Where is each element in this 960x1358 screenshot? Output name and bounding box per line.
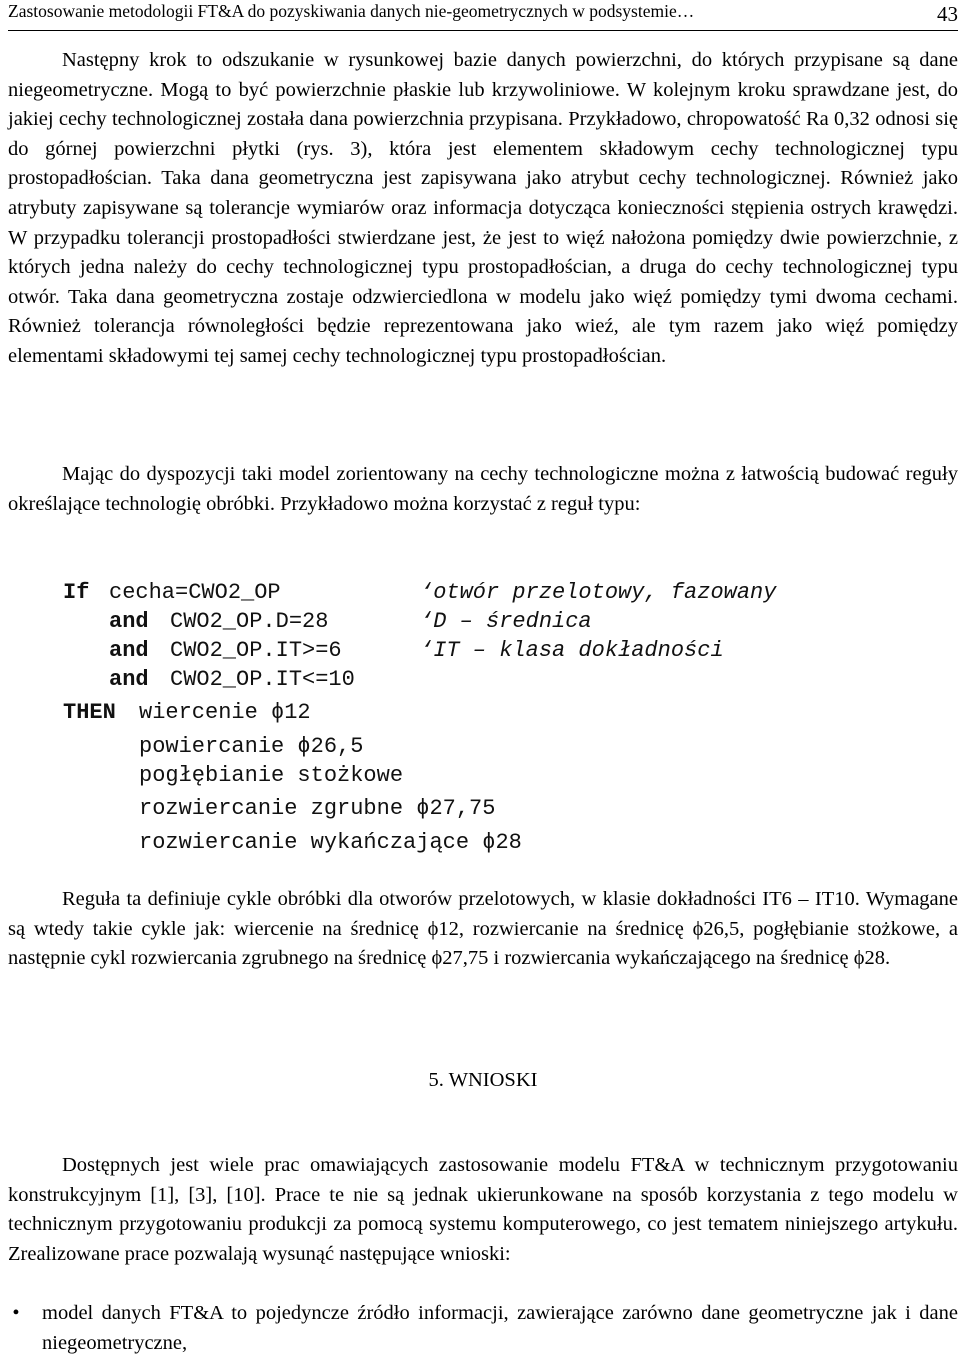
code-comment: ‘D – średnica xyxy=(420,609,592,634)
code-keyword-if: If xyxy=(63,580,90,605)
code-condition: cecha=CWO2_OP xyxy=(109,580,281,605)
code-action: pogłębianie stożkowe xyxy=(139,763,404,788)
code-action: rozwiercanie zgrubne ϕ27,75 xyxy=(139,796,496,821)
paragraph-block-3 xyxy=(8,885,958,974)
section-heading: 5. WNIOSKI xyxy=(428,1069,538,1091)
paragraph: Następny krok to odszukanie w rysunkowej bazie danych powierzchni, do których przypisane są dane niegeometryczne. Mogą to być powierzchnie płaskie lub krzywoliniowe. W kolejnym kroku sprawdzane jest, do jakiej cechy technologicznej została dana powierzchnia przypisana. Przykładowo, chropowatość Ra 0,32 odnosi się do górnej powierzchni płytki (rys. 3), która jest elementem składowym cechy technologicznej typu prostopadłościan. Taka dana geometryczna jest zapisywana jako atrybut cechy technologicznej. Również jako atrybuty zapisywane są tolerancje wymiarów oraz informacja dotycząca konieczności stępienia ostrych krawędzi. W przypadku tolerancji prostopadłości stwierdzane jest, że jest to więź nałożona pomiędzy dwie powierzchnie, z których jedna należy do cechy technologicznej typu prostopadłościan, a druga do cechy technologicznej typu otwór. Taka dana geometryczna zostaje odzwierciedlona w modelu jako więź pomiędzy tymi dwoma cechami. Również tolerancja równoległości będzie reprezentowana jako wieź, ale tym razem jako więź pomiędzy elementami składowymi tej samej cechy technologicznej typu prostopadłościan. xyxy=(8,49,958,367)
code-condition: CWO2_OP.D=28 xyxy=(170,609,329,634)
code-keyword-then: THEN xyxy=(63,700,116,725)
code-keyword-and: and xyxy=(109,667,149,692)
code-action: wiercenie ϕ12 xyxy=(139,700,311,725)
header-title: Zastosowanie metodologii FT&A do pozyskiwania danych nie-geometrycznych w podsystemie… xyxy=(8,1,695,21)
list-item-text: model danych FT&A to pojedyncze źródło informacji, zawierające zarówno dane geometryczne jak i dane niegeometryczne, xyxy=(42,1302,958,1354)
conclusions-list xyxy=(8,1299,958,1358)
running-header xyxy=(8,0,958,31)
code-condition: CWO2_OP.IT>=6 xyxy=(170,638,342,663)
paragraph: Mając do dyspozycji taki model zorientowany na cechy technologiczne można z łatwością budować reguły określające technologię obróbki. Przykładowo można korzystać z reguł typu: xyxy=(8,463,958,515)
paragraph-block-1 xyxy=(8,46,958,372)
paragraph-block-4 xyxy=(8,1151,958,1269)
code-keyword-and: and xyxy=(109,609,149,634)
list-item xyxy=(8,1299,958,1358)
paragraph-block-2 xyxy=(8,460,958,519)
code-comment: ‘IT – klasa dokładności xyxy=(420,638,724,663)
code-action: rozwiercanie wykańczające ϕ28 xyxy=(139,830,522,855)
code-keyword-and: and xyxy=(109,638,149,663)
page-number: 43 xyxy=(937,2,958,26)
bullet-icon: • xyxy=(12,1302,20,1324)
code-comment: ‘otwór przelotowy, fazowany xyxy=(420,580,777,605)
code-condition: CWO2_OP.IT<=10 xyxy=(170,667,355,692)
paragraph: Dostępnych jest wiele prac omawiających zastosowanie modelu FT&A w technicznym przygotowaniu konstrukcyjnym [1], [3], [10]. Prace te nie są jednak ukierunkowane na sposób korzystania z tego modelu w technicznym przygotowaniu produkcji za pomocą systemu komputerowego, co jest tematem niniejszego artykułu. Zrealizowane prace pozwalają wysunąć następujące wnioski: xyxy=(8,1154,958,1265)
paragraph: Reguła ta definiuje cykle obróbki dla otworów przelotowych, w klasie dokładności IT6 – IT10. Wymagane są wtedy takie cykle jak: wiercenie na średnicę ϕ12, rozwiercanie na średnicę ϕ26,5, pogłębianie stożkowe, a następnie cykl rozwiercania zgrubnego na średnicę ϕ27,75 i rozwiercania wykańczającego na średnicę ϕ28. xyxy=(8,888,958,970)
code-action: powiercanie ϕ26,5 xyxy=(139,734,364,759)
